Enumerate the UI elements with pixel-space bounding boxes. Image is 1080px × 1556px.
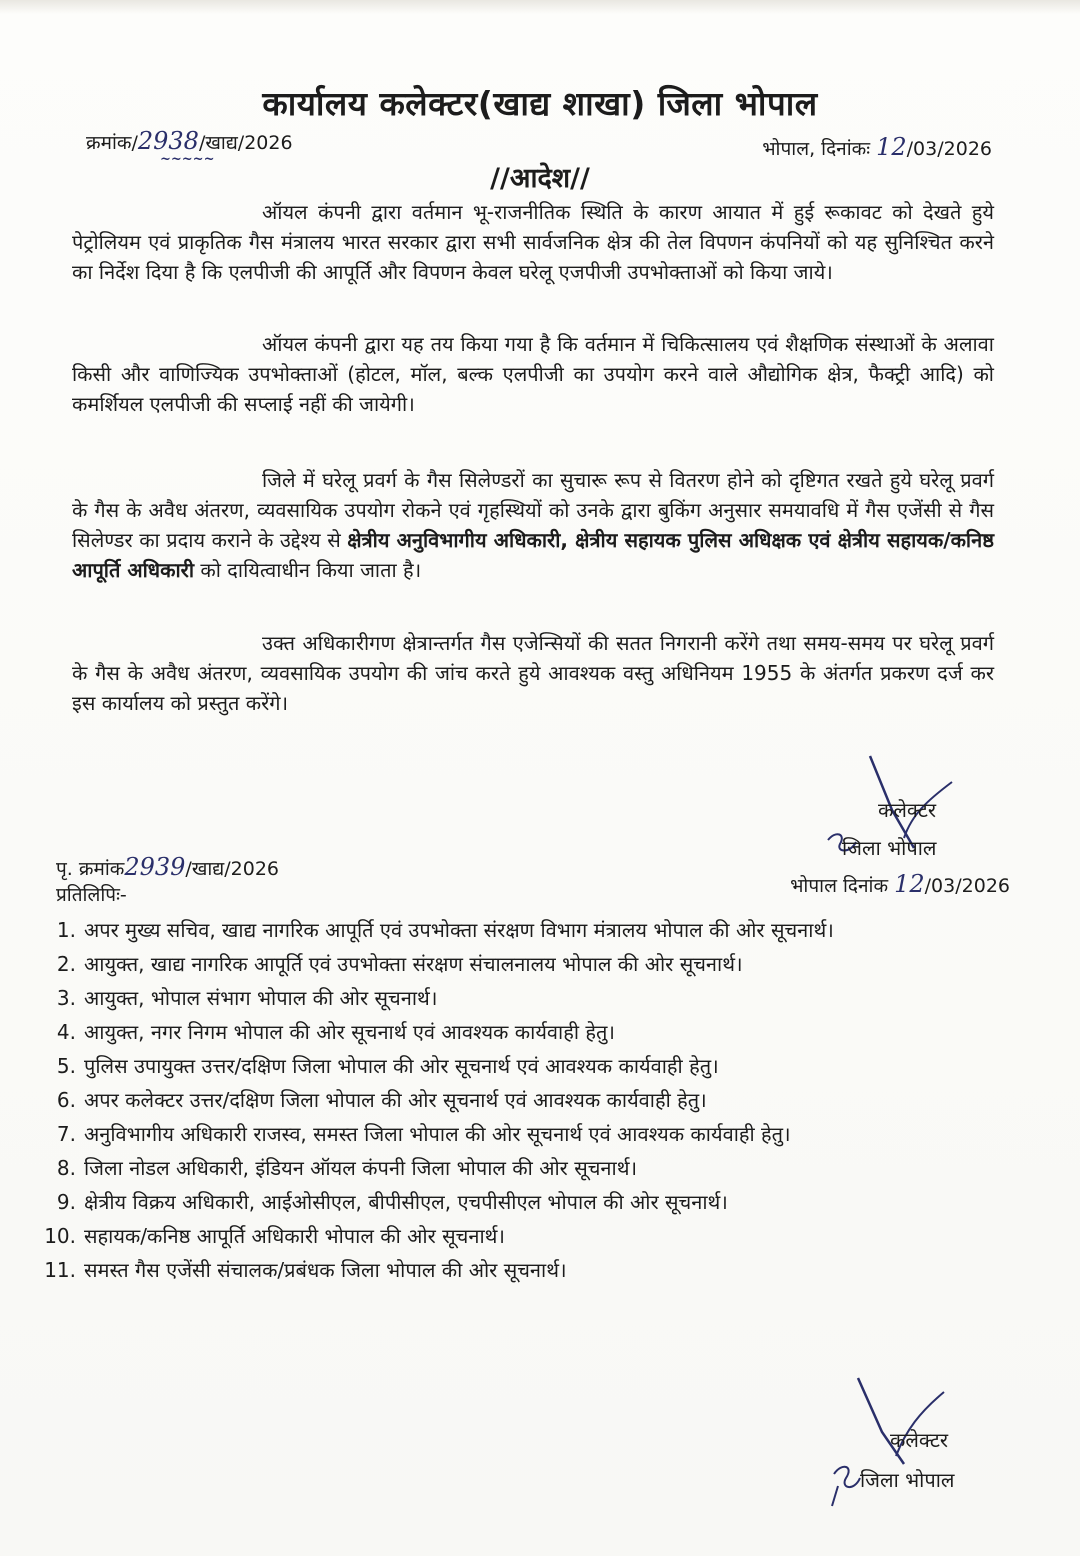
paragraph-4: उक्त अधिकारीगण क्षेत्रान्तर्गत गैस एजेन्सियों की सतत निगरानी करेंगे तथा समय-समय पर घरेलू प्रवर्ग के गैस के अवैध अंतरण, व्यवसायिक उपयोग की जांच करते हुये आवश्यक वस्तु अधिनियम 1955 के अंतर्गत प्रकरण दर्ज कर इस कार्यालय को प्रस्तुत करेंगे। xyxy=(72,631,994,715)
copy-date-prefix: भोपाल दिनांक xyxy=(790,875,889,897)
list-item-number: 7. xyxy=(56,1122,76,1146)
list-item-number: 2. xyxy=(56,952,76,976)
list-item-number: 3. xyxy=(56,986,76,1010)
paragraph-3-officials: क्षेत्रीय अनुविभागीय अधिकारी, क्षेत्रीय सहायक पुलिस अधिक्षक एवं क्षेत्रीय सहायक/कनिष्ठ आपूर्ति अधिकारी xyxy=(72,528,994,582)
signature-designation: कलेक्टर xyxy=(878,798,937,822)
copy-ref-prefix: पृ. क्रमांक xyxy=(56,858,125,880)
signature-mark xyxy=(792,770,1052,880)
copy-recipient-list xyxy=(36,915,1026,1289)
list-item-text: आयुक्त, भोपाल संभाग भोपाल की ओर सूचनार्थ। xyxy=(84,986,438,1010)
list-item-number: 4. xyxy=(56,1020,76,1044)
list-item-number: 5. xyxy=(56,1054,76,1078)
list-item-text: अपर मुख्य सचिव, खाद्य नागरिक आपूर्ति एवं उपभोक्ता संरक्षण विभाग मंत्रालय भोपाल की ओर सूचनार्थ। xyxy=(84,918,834,942)
order-reference xyxy=(86,127,293,155)
list-item-text: अपर कलेक्टर उत्तर/दक्षिण जिला भोपाल की ओर सूचनार्थ एवं आवश्यक कार्यवाही हेतु। xyxy=(84,1088,707,1112)
list-item-text: पुलिस उपायुक्त उत्तर/दक्षिण जिला भोपाल की ओर सूचनार्थ एवं आवश्यक कार्यवाही हेतु। xyxy=(84,1054,719,1078)
list-item xyxy=(36,1119,1026,1149)
list-item-text: अनुविभागीय अधिकारी राजस्व, समस्त जिला भोपाल की ओर सूचनार्थ एवं आवश्यक कार्यवाही हेतु। xyxy=(84,1122,791,1146)
signature-designation: कलेक्टर xyxy=(890,1428,949,1452)
list-item-text: समस्त गैस एजेंसी संचालक/प्रबंधक जिला भोपाल की ओर सूचनार्थ। xyxy=(84,1258,567,1282)
ref-suffix: /खाद्य/2026 xyxy=(198,132,293,154)
list-item xyxy=(36,1085,1026,1115)
ref-number-handwritten: 2938 xyxy=(137,127,199,155)
date-suffix: /03/2026 xyxy=(906,138,992,160)
list-item-text: जिला नोडल अधिकारी, इंडियन ऑयल कंपनी जिला भोपाल की ओर सूचनार्थ। xyxy=(84,1156,638,1180)
list-item-number: 8. xyxy=(56,1156,76,1180)
collector-signature-block xyxy=(792,770,1052,880)
copy-ref-suffix: /खाद्य/2026 xyxy=(185,858,280,880)
collector-signature-block-2 xyxy=(820,1378,1050,1508)
list-item xyxy=(36,1187,1026,1217)
signature-district: जिला भोपाल xyxy=(860,1468,955,1492)
copy-date-suffix: /03/2026 xyxy=(924,875,1010,897)
list-item xyxy=(36,915,1026,945)
date-prefix: भोपाल, दिनांकः xyxy=(762,138,871,160)
list-item-number: 6. xyxy=(56,1088,76,1112)
signature-district: जिला भोपाल xyxy=(842,836,937,860)
date-day-handwritten: 12 xyxy=(876,133,907,161)
list-item xyxy=(36,1051,1026,1081)
list-item-number: 1. xyxy=(56,918,76,942)
paragraph-2: ऑयल कंपनी द्वारा यह तय किया गया है कि वर्तमान में चिकित्सालय एवं शैक्षणिक संस्थाओं के अलावा किसी और वाणिज्यिक उपभोक्ताओं (होटल, मॉल, बल्क एलपीजी का उपयोग करने वाले औद्योगिक क्षेत्र, फैक्ट्री आदि) को कमर्शियल एलपीजी की सप्लाई नहीं की जायेगी। xyxy=(72,332,994,416)
list-item xyxy=(36,949,1026,979)
office-title: कार्यालय कलेक्टर(खाद्य शाखा) जिला भोपाल xyxy=(262,84,818,123)
copy-ref-number-handwritten: 2939 xyxy=(124,853,186,881)
copy-label: प्रतिलिपिः- xyxy=(56,884,127,906)
list-item-number: 11. xyxy=(44,1258,76,1282)
list-item-text: आयुक्त, खाद्य नागरिक आपूर्ति एवं उपभोक्ता संरक्षण संचालनालय भोपाल की ओर सूचनार्थ। xyxy=(84,952,743,976)
list-item-text: सहायक/कनिष्ठ आपूर्ति अधिकारी भोपाल की ओर सूचनार्थ। xyxy=(84,1224,506,1248)
list-item xyxy=(36,983,1026,1013)
paragraph-3 xyxy=(72,465,994,585)
paragraph-3-end: को दायित्वाधीन किया जाता है। xyxy=(200,558,422,582)
copy-date-day-handwritten: 12 xyxy=(894,870,925,898)
list-item xyxy=(36,1153,1026,1183)
paragraph-3-text: जिले में घरेलू प्रवर्ग के गैस सिलेण्डरों का सुचारू रूप से वितरण होने को दृष्टिगत रखते हुये घरेलू प्रवर्ग के गैस के अवैध अंतरण, व्यवसायिक उपयोग रोकने एवं गृहस्थियों को उनके द्वारा बुकिंग अनुसार समयावधि में गैस एजेंसी से गैस सिलेण्डर का प्रदाय कराने के उद्देश्य से xyxy=(72,468,994,552)
copy-date xyxy=(790,870,1010,898)
copy-reference xyxy=(56,853,279,881)
list-item-text: क्षेत्रीय विक्रय अधिकारी, आईओसीएल, बीपीसीएल, एचपीसीएल भोपाल की ओर सूचनार्थ। xyxy=(84,1190,728,1214)
handwritten-scribble: ~~~~~ xyxy=(160,152,215,167)
list-item-number: 9. xyxy=(56,1190,76,1214)
list-item xyxy=(36,1221,1026,1251)
list-item xyxy=(36,1255,1026,1285)
list-item xyxy=(36,1017,1026,1047)
paragraph-1: ऑयल कंपनी द्वारा वर्तमान भू-राजनीतिक स्थिति के कारण आयात में हुई रूकावट को देखते हुये पेट्रोलियम एवं प्राकृतिक गैस मंत्रालय भारत सरकार द्वारा सभी सार्वजनिक क्षेत्र की तेल विपणन कंपनियों को यह सुनिश्चित करने का निर्देश दिया है कि एलपीजी की आपूर्ति और विपणन केवल घरेलू एजपीजी उपभोक्ताओं को किया जाये। xyxy=(72,200,994,284)
list-item-text: आयुक्त, नगर निगम भोपाल की ओर सूचनार्थ एवं आवश्यक कार्यवाही हेतु। xyxy=(84,1020,615,1044)
ref-prefix: क्रमांक/ xyxy=(86,132,138,154)
order-date xyxy=(762,133,992,161)
order-heading: //आदेश// xyxy=(490,163,590,194)
page-edge-shadow xyxy=(0,0,1080,14)
list-item-number: 10. xyxy=(44,1224,76,1248)
